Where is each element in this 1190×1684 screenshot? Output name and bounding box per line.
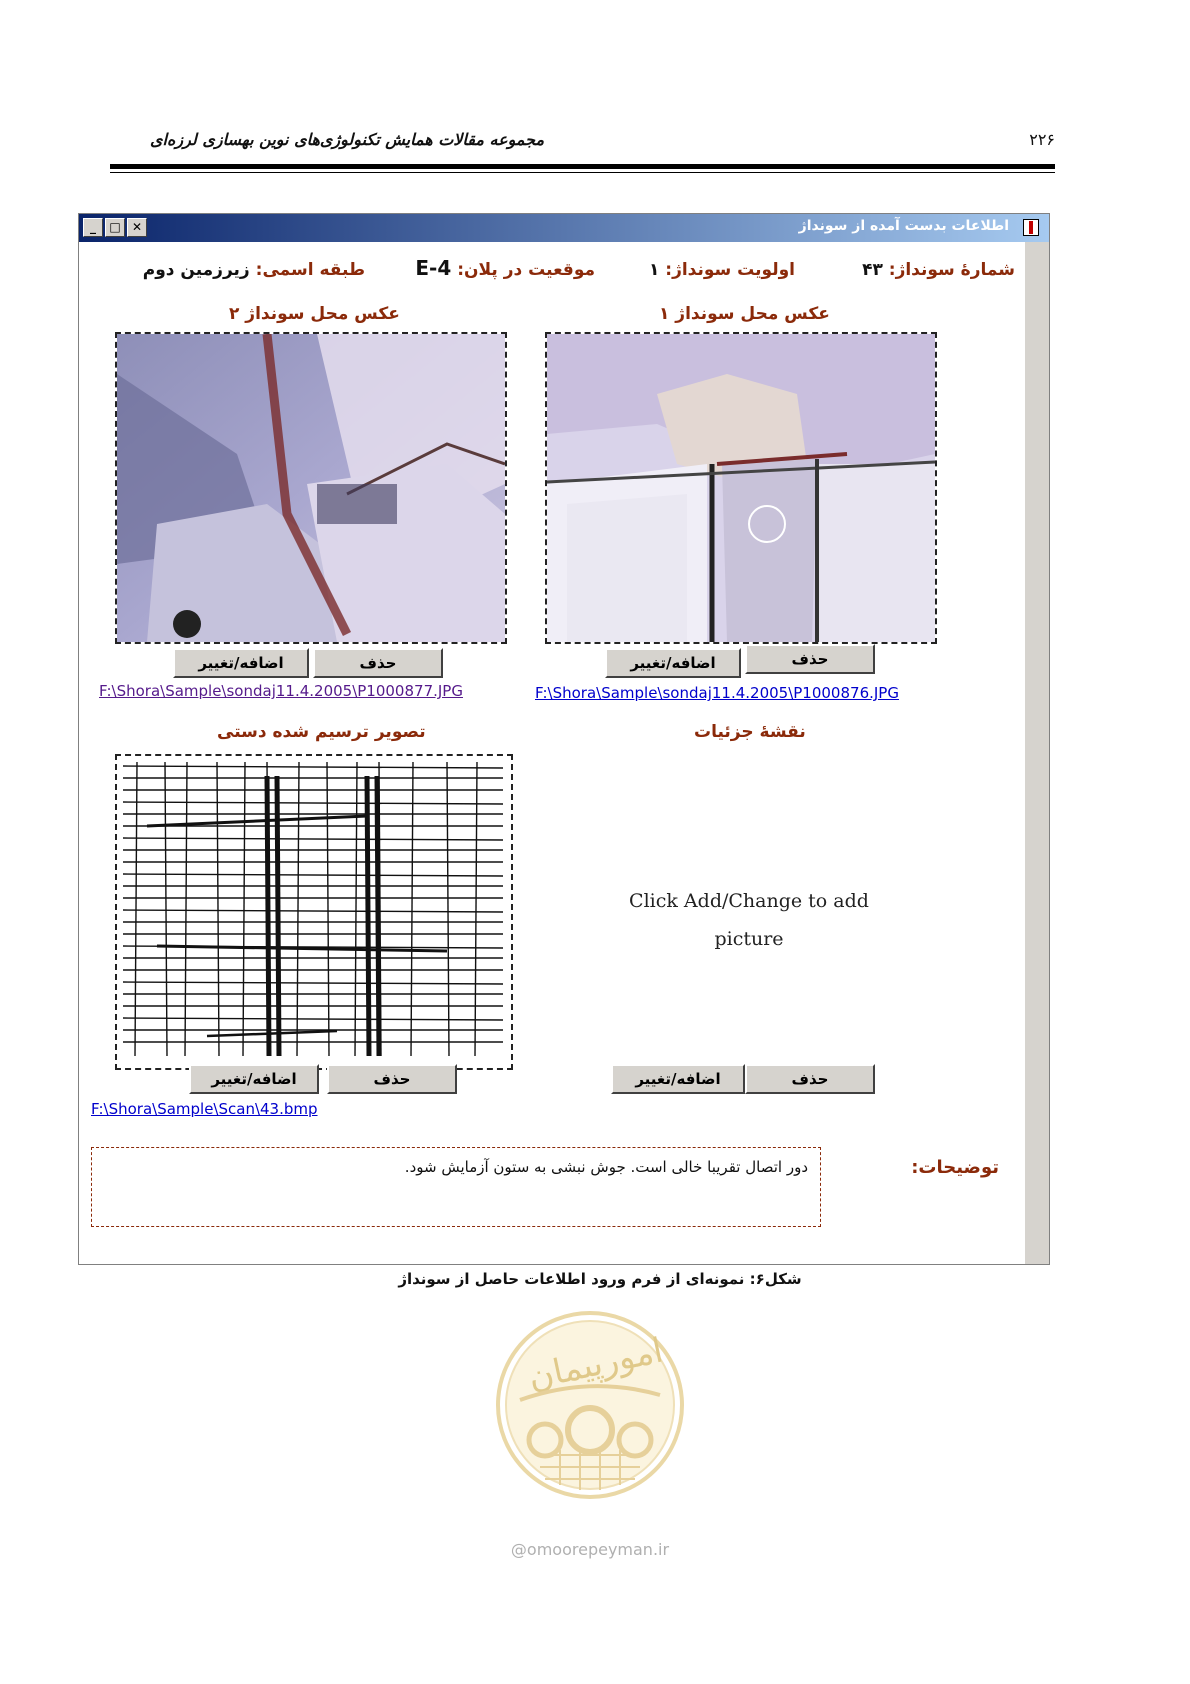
sketch-add-change-button[interactable]: اضافه/تغییر [189,1064,319,1094]
app-i-icon [1023,219,1039,236]
watermark-logo [490,1305,690,1505]
maximize-button[interactable]: □ [105,218,125,237]
photo1-path-link[interactable]: F:\Shora\Sample\sondaj11.4.2005\P1000876.JPG [535,684,899,702]
notes-label: توضیحات: [911,1157,999,1178]
photo2-frame [115,332,507,644]
journal-title: مجموعه مقالات همایش تکنولوژی‌های نوین بهسازی لرزه‌ای [150,130,545,149]
detail-placeholder [599,882,899,958]
watermark-url: @omoorepeyman.ir [510,1540,670,1559]
app-window [78,213,1050,1265]
detail-add-change-button[interactable]: اضافه/تغییر [611,1064,745,1094]
close-button[interactable]: ✕ [127,218,147,237]
priority-label: اولویت سونداژ: [665,260,795,280]
figure-caption: شکل۶: نمونه‌ای از فرم ورود اطلاعات حاصل از سونداژ [398,1270,802,1288]
sondage-number-label: شمارهٔ سونداژ: [888,260,1015,280]
detail-placeholder-line2: picture [714,928,784,950]
sketch-delete-button[interactable]: حذف [327,1064,457,1094]
photo2-caption: عکس محل سونداژ ۲ [229,304,400,324]
header-rule-thin [110,172,1055,173]
page-header [110,130,1055,154]
photo1-frame [545,332,937,644]
title-bar[interactable] [79,214,1049,242]
page-number: ۲۲۶ [1029,130,1055,149]
plan-location-value: E-4 [415,256,452,280]
photo1-add-change-button[interactable]: اضافه/تغییر [605,648,741,678]
photo2-delete-button[interactable]: حذف [313,648,443,678]
plan-location-label: موقعیت در پلان: [457,260,595,280]
notes-textbox[interactable] [91,1147,821,1227]
window-title: اطلاعات بدست آمده از سونداژ [798,218,1009,234]
photo2-path-link[interactable]: F:\Shora\Sample\sondaj11.4.2005\P1000877.JPG [99,682,463,700]
minimize-button[interactable]: _ [83,218,103,237]
sketch-caption: تصویر ترسیم شده دستی [217,722,426,742]
window-controls [83,218,149,237]
sondage-number-field [862,260,1015,280]
floor-name-value: زیرزمین دوم [142,260,250,280]
priority-field [649,260,795,280]
notes-text: دور اتصال تقریبا خالی است. جوش نبشی به ستون آزمایش شود. [404,1158,808,1176]
detail-placeholder-line1: Click Add/Change to add [629,890,869,912]
photo2-image [117,334,505,642]
plan-location-field [415,256,595,280]
floor-name-field [143,260,365,280]
priority-value: ۱ [648,260,660,280]
form-client-area [79,242,1025,1264]
detail-delete-button[interactable]: حذف [745,1064,875,1094]
photo1-image [547,334,935,642]
vertical-scrollbar[interactable] [1025,242,1049,1264]
header-rule-thick [110,164,1055,169]
detail-caption: نقشهٔ جزئیات [694,722,806,742]
floor-name-label: طبقه اسمی: [255,260,365,280]
sketch-image [117,756,511,1068]
sketch-frame [115,754,513,1070]
sondage-number-value: ۴۳ [862,260,883,280]
photo1-caption: عکس محل سونداژ ۱ [659,304,830,324]
watermark-logo-text: امورپیمان [524,1330,667,1398]
photo1-delete-button[interactable]: حذف [745,644,875,674]
photo2-add-change-button[interactable]: اضافه/تغییر [173,648,309,678]
sketch-path-link[interactable]: F:\Shora\Sample\Scan\43.bmp [91,1100,318,1118]
